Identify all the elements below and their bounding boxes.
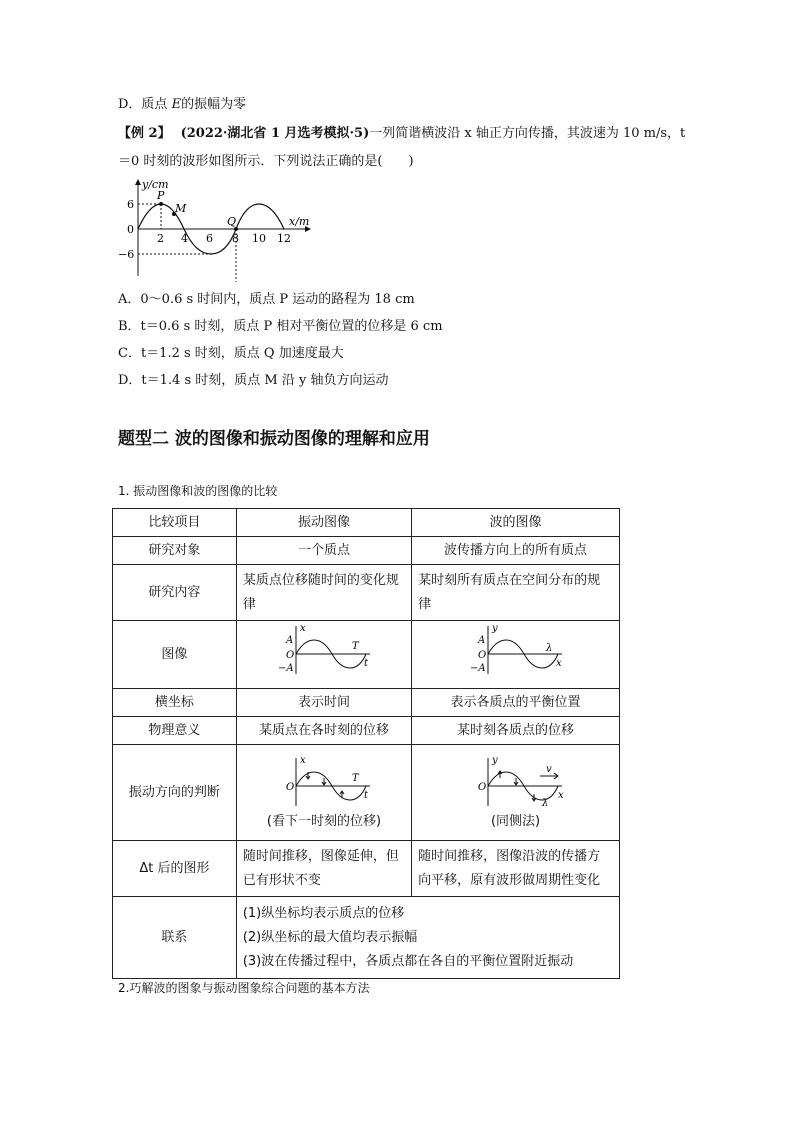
svg-text:v: v: [545, 763, 552, 775]
table-row: [113, 745, 620, 841]
cell-meaning-wave: 某时刻各质点的位移: [412, 717, 620, 745]
cell-object-wave: 波传播方向上的所有质点: [412, 537, 620, 565]
caption-wave: (同侧法): [490, 813, 541, 829]
table-row: [113, 841, 620, 897]
link-item-2: (2)纵坐标的最大值均表示振幅: [242, 929, 418, 945]
comparison-table: [112, 508, 620, 979]
y-tick-6: 6: [127, 198, 134, 211]
table-row: [113, 537, 620, 565]
option-d: D．t＝1.4 s 时刻，质点 M 沿 y 轴负方向运动: [118, 373, 389, 388]
cell-direction-vib: [236, 745, 411, 841]
link-item-1: (1)纵坐标均表示质点的位移: [242, 905, 405, 921]
svg-text:A: A: [285, 635, 294, 646]
y-tick-neg6: −6: [118, 248, 135, 261]
cell-direction-wave: [412, 745, 620, 841]
header-wave: 波的图像: [412, 509, 620, 537]
svg-text:t: t: [363, 789, 368, 801]
example-line1: [118, 125, 685, 143]
example-line2: [118, 153, 414, 171]
option-b: B．t＝0.6 s 时刻，质点 P 相对平衡位置的位移是 6 cm: [118, 319, 443, 334]
svg-text:−A: −A: [469, 663, 486, 674]
mini-wave-direction-graph: [466, 754, 566, 810]
header-vibration: 振动图像: [236, 509, 411, 537]
cell-dt-vib: 随时间推移，图像延伸，但已有形状不变: [236, 841, 411, 897]
label-m: M: [175, 202, 187, 215]
svg-text:y: y: [491, 754, 498, 766]
point-p: [159, 202, 163, 206]
svg-text:x: x: [557, 789, 564, 801]
svg-text:λ: λ: [541, 797, 548, 809]
cell-link-label: 联系: [113, 897, 237, 979]
x-tick-12: 12: [277, 232, 291, 245]
x-axis-label: x/m: [289, 215, 310, 228]
svg-text:y: y: [491, 623, 498, 634]
svg-text:O: O: [477, 650, 486, 661]
wave-figure: [112, 174, 322, 282]
svg-text:x: x: [299, 623, 306, 634]
svg-text:O: O: [477, 781, 486, 793]
example-text1: 一列简谐横波沿 x 轴正方向传播，其波速为 10 m/s，t: [369, 126, 686, 141]
cell-content-wave: 某时刻所有质点在空间分布的规律: [412, 565, 620, 621]
caption-vibration: (看下一时刻的位移): [266, 813, 382, 829]
cell-abscissa-wave: 表示各质点的平衡位置: [412, 689, 620, 717]
mini-vibration-graph: [274, 622, 374, 678]
x-tick-4: 4: [181, 232, 188, 245]
svg-text:O: O: [285, 781, 295, 793]
cell-object-label: 研究对象: [113, 537, 237, 565]
svg-text:λ: λ: [545, 643, 552, 654]
cell-meaning-label: 物理意义: [113, 717, 237, 745]
table-row: [113, 565, 620, 621]
cell-abscissa-label: 横坐标: [113, 689, 237, 717]
mini-vibration-direction-graph: [274, 754, 374, 810]
svg-text:T: T: [351, 772, 359, 784]
section-title: 题型二 波的图像和振动图像的理解和应用: [118, 429, 430, 449]
cell-image-vib: [236, 621, 411, 689]
option-d-suffix: 的振幅为零: [181, 97, 247, 112]
option-d-prefix: D．质点: [118, 97, 172, 112]
option-d-prev: [118, 96, 246, 114]
svg-text:T: T: [351, 641, 359, 652]
example-source: (2022·湖北省 1 月选考模拟·5): [180, 126, 370, 141]
subtitle-method: 2.巧解波的图象与振动图象综合问题的基本方法: [118, 981, 370, 995]
cell-image-label: 图像: [113, 621, 237, 689]
cell-image-wave: [412, 621, 620, 689]
link-item-3: (3)波在传播过程中，各质点都在各自的平衡位置附近振动: [242, 953, 574, 969]
option-c: C．t＝1.2 s 时刻，质点 Q 加速度最大: [118, 346, 344, 361]
table-row: [113, 897, 620, 979]
cell-content-vib: 某质点位移随时间的变化规律: [236, 565, 411, 621]
x-tick-6: 6: [206, 232, 213, 245]
cell-object-vib: 一个质点: [236, 537, 411, 565]
option-d-var: E: [171, 97, 182, 112]
table-row: [113, 621, 620, 689]
cell-direction-label: 振动方向的判断: [113, 745, 237, 841]
svg-text:A: A: [477, 635, 485, 646]
cell-dt-wave: 随时间推移，图像沿波的传播方向平移，原有波形做周期性变化: [412, 841, 620, 897]
option-a: A．0～0.6 s 时间内，质点 P 运动的路程为 18 cm: [118, 292, 415, 307]
cell-abscissa-vib: 表示时间: [236, 689, 411, 717]
label-q: Q: [227, 215, 237, 228]
cell-link-content: [236, 897, 619, 979]
x-tick-2: 2: [157, 232, 164, 245]
y-tick-0: 0: [127, 223, 134, 236]
y-axis-label: y/cm: [142, 178, 169, 191]
svg-text:O: O: [285, 650, 295, 661]
subtitle-comparison: 1. 振动图像和波的图像的比较: [118, 484, 278, 498]
mini-wave-graph: [466, 622, 566, 678]
header-item: 比较项目: [113, 509, 237, 537]
cell-content-label: 研究内容: [113, 565, 237, 621]
x-tick-8: 8: [232, 232, 239, 245]
table-row: [113, 689, 620, 717]
table-row: [113, 717, 620, 745]
cell-dt-label: Δt 后的图形: [113, 841, 237, 897]
x-tick-10: 10: [252, 232, 266, 245]
svg-text:x: x: [299, 754, 306, 766]
cell-meaning-vib: 某质点在各时刻的位移: [236, 717, 411, 745]
table-row: [113, 509, 620, 537]
svg-text:x: x: [555, 658, 562, 669]
example-tag: 【例 2】: [118, 126, 171, 141]
example-text2: ＝0 时刻的波形如图所示．下列说法正确的是( ): [118, 154, 414, 169]
svg-text:t: t: [363, 658, 368, 669]
label-p: P: [157, 189, 165, 202]
svg-text:−A: −A: [277, 663, 294, 674]
